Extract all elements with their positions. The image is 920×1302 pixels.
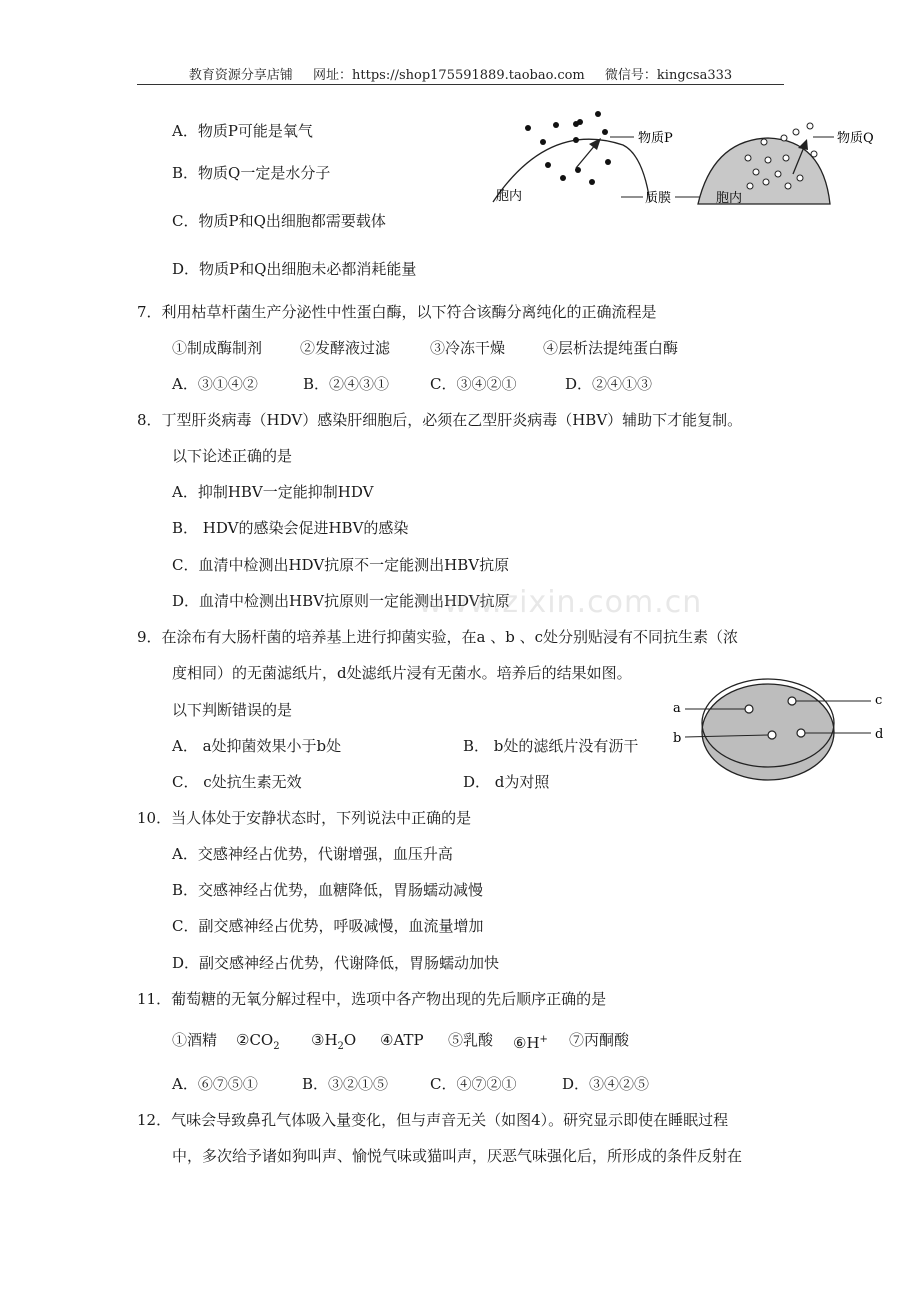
q11-option-d: D．③④②⑤ — [562, 1075, 650, 1093]
header-url: 网址：https://shop175591889.taobao.com — [313, 68, 585, 83]
q11-option-b: B．③②①⑤ — [302, 1075, 389, 1093]
q7-option-b: B．②④③① — [303, 375, 390, 393]
q11-stem: 11．葡萄糖的无氧分解过程中，选项中各产物出现的先后顺序正确的是 — [137, 990, 607, 1008]
q9-stem-line2: 度相同）的无菌滤纸片，d处滤纸片浸有无菌水。培养后的结果如图。 — [172, 664, 632, 682]
q11-option-c: C．④⑦②① — [430, 1075, 517, 1093]
q6-label-inside-right: 胞内 — [716, 191, 743, 206]
q7-step-1: ①制成酶制剂 — [172, 339, 263, 357]
q11-option-a: A．⑥⑦⑤① — [172, 1075, 258, 1093]
q7-step-2: ②发酵液过滤 — [300, 339, 391, 357]
q11-product-2: $②CO_2$ — [236, 1031, 280, 1052]
q6-label-membrane: 质膜 — [645, 191, 672, 206]
q11-product-4: ④ATP — [380, 1031, 424, 1049]
q7-option-d: D．②④①③ — [565, 375, 653, 393]
q7-option-a: A．③①④② — [172, 375, 258, 393]
page-header — [137, 64, 784, 83]
header-shop: 教育资源分享店铺 — [188, 68, 293, 83]
q9-option-a: A． a处抑菌效果小于b处 — [172, 737, 342, 755]
q9-option-c: C． c处抗生素无效 — [172, 773, 302, 791]
q11-product-1: ①酒精 — [172, 1031, 218, 1049]
q11-product-5: ⑤乳酸 — [448, 1031, 494, 1049]
q11-product-6: ⑥H+ — [513, 1034, 548, 1052]
q9-stem-line3: 以下判断错误的是 — [172, 701, 293, 719]
watermark: www.zixin.com.cn — [418, 585, 703, 620]
header-rule — [137, 84, 784, 85]
q6-option-c: C．物质P和Q出细胞都需要载体 — [172, 212, 386, 230]
q6-option-a: A．物质P可能是氧气 — [172, 122, 313, 140]
q12-line2: 中，多次给予诸如狗叫声、愉悦气味或猫叫声，厌恶气味强化后，所形成的条件反射在 — [172, 1147, 743, 1165]
q8-option-b: B． HDV的感染会促进HBV的感染 — [172, 519, 409, 537]
q8-option-d: D．血清中检测出HBV抗原则一定能测出HDV抗原 — [172, 592, 510, 610]
q9-petri-dish-figure — [665, 668, 895, 790]
q6-membrane-figure — [488, 110, 888, 210]
q7-step-4: ④层析法提纯蛋白酶 — [543, 339, 679, 357]
q6-label-q: 物质Q — [837, 131, 874, 146]
header-wechat: 微信号：kingcsa333 — [604, 68, 733, 83]
q9-label-d: d — [875, 727, 884, 742]
q7-step-3: ③冷冻干燥 — [430, 339, 506, 357]
q8-option-c: C．血清中检测出HDV抗原不一定能测出HBV抗原 — [172, 556, 510, 574]
q12-line1: 12．气味会导致鼻孔气体吸入量变化，但与声音无关（如图4）。研究显示即使在睡眠过程 — [137, 1111, 729, 1129]
q9-label-c: c — [875, 693, 883, 708]
q9-label-b: b — [673, 731, 682, 746]
q10-stem: 10．当人体处于安静状态时，下列说法中正确的是 — [137, 809, 472, 827]
q10-option-d: D．副交感神经占优势，代谢降低，胃肠蠕动加快 — [172, 954, 500, 972]
q10-option-a: A．交感神经占优势，代谢增强，血压升高 — [172, 845, 453, 863]
q11-product-3: $③H_2O$ — [311, 1031, 357, 1052]
q10-option-b: B．交感神经占优势，血糖降低，胃肠蠕动减慢 — [172, 881, 484, 899]
q8-stem-line1: 8．丁型肝炎病毒（HDV）感染肝细胞后，必须在乙型肝炎病毒（HBV）辅助下才能复制。 — [137, 411, 743, 429]
q6-label-inside-left: 胞内 — [496, 189, 523, 204]
q6-option-d: D．物质P和Q出细胞未必都消耗能量 — [172, 260, 417, 278]
q6-option-b: B．物质Q一定是水分子 — [172, 164, 331, 182]
q7-stem: 7．利用枯草杆菌生产分泌性中性蛋白酶，以下符合该酶分离纯化的正确流程是 — [137, 303, 657, 321]
q8-stem-line2: 以下论述正确的是 — [172, 447, 293, 465]
q11-product-7: ⑦丙酮酸 — [569, 1031, 630, 1049]
q9-option-b: B． b处的滤纸片没有沥干 — [463, 737, 639, 755]
q6-label-p: 物质P — [638, 131, 673, 146]
q9-stem-line1: 9．在涂布有大肠杆菌的培养基上进行抑菌实验，在a 、b 、c处分别贴浸有不同抗生素（浓 — [137, 628, 739, 646]
q9-option-d: D． d为对照 — [463, 773, 550, 791]
q8-option-a: A．抑制HBV一定能抑制HDV — [172, 483, 374, 501]
q10-option-c: C．副交感神经占优势，呼吸减慢，血流量增加 — [172, 917, 484, 935]
q9-label-a: a — [673, 701, 681, 716]
q7-option-c: C．③④②① — [430, 375, 517, 393]
